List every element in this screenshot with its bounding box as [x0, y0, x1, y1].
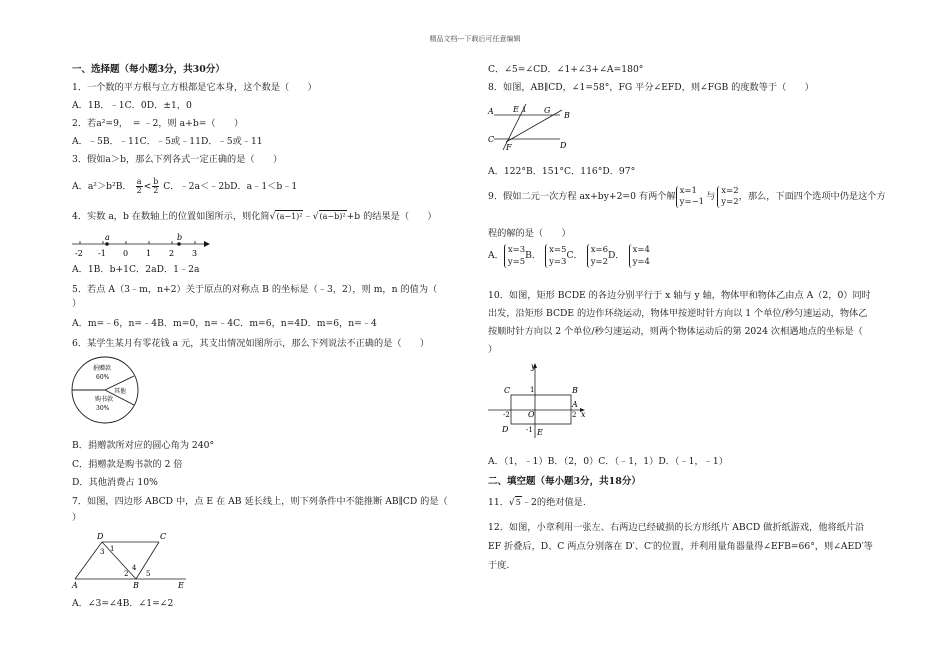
- question-6-option-d: D．其他消费占 10%: [72, 477, 158, 488]
- question-7: 7．如图，四边形 ABCD 中，点 E 在 AB 延长线上，则下列条件中不能推断 AB∥CD 的是（: [72, 496, 448, 507]
- question-2: 2．若a²=9， = ﹣2，则 a+b=（ ）: [72, 118, 244, 129]
- question-8: 8．如图，AB∥CD，∠1=58°，FG 平分∠EFD，则∠FGB 的度数等于（ ）: [488, 82, 814, 93]
- brace-option: [587, 244, 608, 268]
- vertex-label: C: [504, 386, 511, 395]
- question-6: 6．某学生某月有零花钱 a 元，其支出情况如图所示，那么下列说法不正确的是（ ）: [72, 338, 430, 349]
- vertex-label: B: [572, 386, 578, 395]
- eq-line: y=3: [549, 257, 567, 267]
- sqrt-symbol-1: √: [269, 211, 276, 222]
- pie-label-books: 购书款: [95, 396, 114, 403]
- eq-line: y=−1: [679, 197, 705, 207]
- sqrt-symbol: √: [508, 497, 515, 508]
- point-label: G: [544, 106, 551, 115]
- radical-5: 5: [515, 498, 521, 507]
- q9-mid: 与: [706, 191, 716, 202]
- question-3-options: A．a²＞b²B． a 2 <b 2 C．﹣2a＜﹣2bD．a﹣1＜b﹣1: [72, 177, 298, 195]
- tick-label: 2: [169, 249, 175, 258]
- line-label: B: [564, 111, 570, 120]
- tick-label: -2: [75, 249, 83, 258]
- vertex-label: D: [97, 532, 104, 541]
- tick-label: 1: [146, 249, 152, 258]
- pie-label-other: 其他: [114, 388, 127, 395]
- question-7-bracket: ）: [72, 512, 82, 523]
- eq-line: x=1: [679, 186, 697, 196]
- brace-option: [545, 244, 566, 268]
- pie-pct-donation: 60%: [96, 374, 110, 381]
- question-7-options-cont: C．∠5=∠CD．∠1+∠3+∠A=180°: [488, 64, 644, 75]
- question-2-options: A．﹣5B．﹣11C．﹣5或﹣11D．﹣5或﹣11: [72, 136, 263, 147]
- question-12-line-1: 12．如图，小章利用一张左、右两边已经破损的长方形纸片 ABCD 做折纸游戏，他将纸片沿: [488, 522, 865, 533]
- fraction-a-over-2: a 2: [136, 177, 142, 195]
- point-label: E: [513, 105, 519, 114]
- question-3: 3．假如a＞b，那么下列各式一定正确的是（ ）: [72, 154, 283, 165]
- question-7-options: A．∠3=∠4B．∠1=∠2: [72, 598, 174, 609]
- vertex-label: C: [160, 532, 167, 541]
- vertex-label: E: [178, 581, 184, 590]
- option-letter: B．: [525, 250, 542, 261]
- q9-text-b: ，那么，下面四个选项中仍是这个方: [738, 191, 886, 202]
- axis-label-x: x: [581, 410, 586, 419]
- question-12-line-2: EF 折叠后，D、C 两点分别落在 D′、C′的位置，并利用量角器量得∠EFB=66°，则∠AED′等: [488, 541, 873, 552]
- point-label: F: [506, 143, 512, 152]
- number-line: [72, 232, 212, 260]
- question-1-options: A．1B．﹣1C．0D．±1，0: [72, 100, 192, 111]
- point-b-label: b: [177, 233, 183, 242]
- question-6-option-c: C．捐赠款是购书款的 2 倍: [72, 459, 183, 470]
- page-header: 精品文档---下载后可任意编辑: [429, 35, 521, 43]
- figure-quadrilateral: [72, 530, 192, 588]
- point-b: [177, 242, 181, 246]
- question-10-line-2: 出发，沿矩形 BCDE 的边作环绕运动，物体甲按逆时针方向以 1 个单位/秒匀速运动，物体乙: [488, 308, 868, 319]
- angle-label: 1: [522, 106, 527, 114]
- question-9-cont: 程的解的是（ ）: [488, 228, 571, 239]
- eq-line: x=4: [632, 245, 650, 255]
- brace-system-2: [717, 186, 738, 208]
- question-9-options: [488, 244, 650, 272]
- tick-label: 0: [123, 249, 129, 258]
- tick-label: 1: [530, 386, 535, 394]
- pie-chart: [70, 355, 140, 425]
- question-5-options: A．m=﹣6，n=﹣4B．m=0，n=﹣4C．m=6，n=4D．m=6，n=﹣4: [72, 318, 377, 329]
- line-label: A: [488, 107, 494, 116]
- pie-label-donation: 捐赠款: [93, 365, 112, 372]
- angle-label: 2: [124, 570, 129, 578]
- eq-line: x=6: [590, 245, 609, 255]
- eq-line: y=4: [632, 257, 650, 267]
- question-11: [488, 496, 586, 509]
- eq-line: x=3: [507, 245, 526, 255]
- section-title-fill: 二、填空题（每小题3分，共18分）: [488, 476, 641, 487]
- question-4-options: A．1B．b+1C．2aD．1﹣2a: [72, 264, 200, 275]
- option-letter: D．: [608, 250, 625, 261]
- brace-option: [629, 244, 650, 268]
- q4-minus: ﹣: [303, 211, 313, 222]
- fraction-b-over-2: b 2: [153, 177, 159, 195]
- tick-label: -1: [98, 249, 106, 258]
- question-10-options: A．（1，﹣1）B．（2，0）C．（﹣1，1）D．（﹣1，﹣1）: [488, 456, 728, 467]
- question-6-option-b: B．捐赠款所对应的圆心角为 240°: [72, 440, 215, 451]
- eq-line: y=2: [590, 257, 609, 267]
- q9-text-a: 9．假如二元一次方程 ax+by+2=0 有两个解: [488, 191, 676, 202]
- q11-text: ﹣2的绝对值是.: [521, 497, 586, 508]
- angle-label: 4: [132, 564, 137, 572]
- line-label: D: [560, 141, 567, 150]
- tick-label: 2: [572, 411, 577, 419]
- q3-option-c: C．﹣2a＜﹣2bD．a﹣1＜b﹣1: [163, 181, 298, 192]
- tick-label: 3: [192, 249, 198, 258]
- section-title-choice: 一、选择题（每小题3分，共30分）: [72, 64, 225, 75]
- tick-label: -2: [503, 411, 510, 419]
- axis-label-y: y: [531, 362, 536, 371]
- eq-line: x=5: [549, 245, 567, 255]
- eq-line: y=2: [721, 197, 739, 207]
- question-10-line-1: 10．如图，矩形 BCDE 的各边分别平行于 x 轴与 y 轴，物体甲和物体乙由点 A（2，0）同时: [488, 290, 871, 301]
- radical-1: (a−1)²: [276, 212, 303, 221]
- question-9: [488, 186, 886, 214]
- brace-system-1: [676, 186, 704, 208]
- q4-text-b: +b 的结果是（ ）: [346, 211, 437, 222]
- point-a: [105, 242, 109, 246]
- angle-label: 3: [100, 548, 105, 556]
- vertex-label: A: [572, 400, 578, 409]
- q9-option-a-label: A．: [488, 250, 504, 261]
- angle-label: 1: [110, 545, 115, 553]
- line-label: C: [488, 135, 495, 144]
- q11-label: 11．: [488, 497, 509, 508]
- question-4: [72, 210, 437, 223]
- question-10-line-3: 按顺时针方向以 2 个单位/秒匀速运动，则两个物体运动后的第 2024 次相遇地点的坐标是（: [488, 326, 863, 337]
- question-5: 5．若点 A（3﹣m，n+2）关于原点的对称点 B 的坐标是（﹣3，2），则 m，n 的值为（: [72, 284, 438, 295]
- question-12-line-3: 于度.: [488, 560, 510, 571]
- origin-label: O: [528, 410, 535, 419]
- figure-coordinate-rectangle: [488, 362, 588, 440]
- sqrt-symbol-2: √: [312, 211, 319, 222]
- eq-line: y=5: [507, 257, 526, 267]
- option-letter: C．: [566, 250, 583, 261]
- vertex-label: D: [502, 425, 509, 434]
- pie-pct-books: 30%: [96, 405, 110, 412]
- question-5-bracket: ）: [72, 298, 82, 309]
- question-1: 1．一个数的平方根与立方根都是它本身，这个数是（ ）: [72, 82, 317, 93]
- vertex-label: B: [133, 581, 139, 590]
- question-10-bracket: ）: [488, 344, 498, 355]
- tick-label: -1: [526, 426, 533, 434]
- radical-2: (a−b)²: [319, 212, 346, 221]
- eq-line: x=2: [721, 186, 739, 196]
- figure-parallel-lines: [488, 102, 573, 152]
- brace-option: [504, 244, 525, 268]
- point-a-label: a: [105, 233, 110, 242]
- vertex-label: A: [72, 581, 78, 590]
- q4-text-a: 4．实数 a，b 在数轴上的位置如图所示，则化简: [72, 211, 270, 222]
- question-8-options: A．122°B．151°C．116°D．97°: [488, 166, 636, 177]
- vertex-label: E: [537, 428, 543, 437]
- angle-label: 5: [146, 570, 151, 578]
- q3-option-a: A．a²＞b²B．: [72, 181, 132, 192]
